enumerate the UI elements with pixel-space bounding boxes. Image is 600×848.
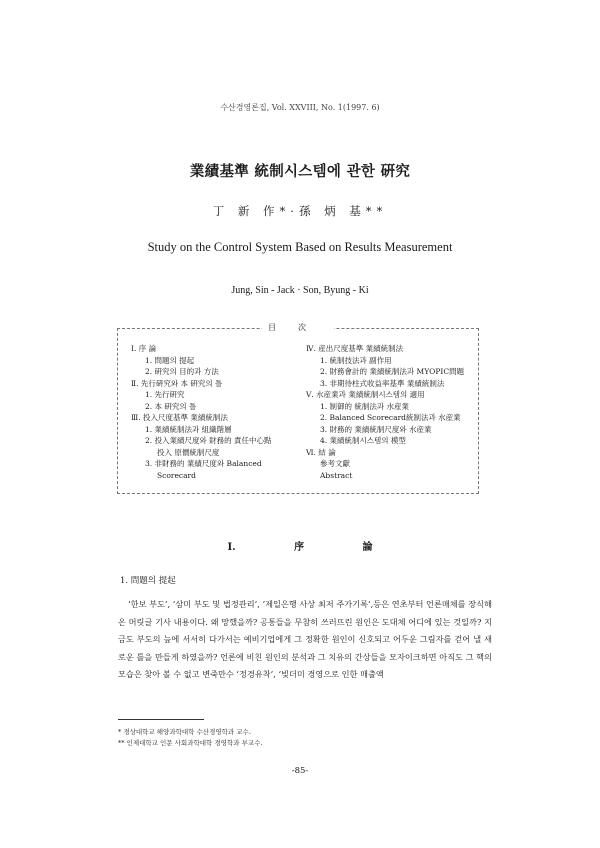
toc-title-text: 目次 xyxy=(262,323,334,332)
toc-entry: 3. 非財務的 業績尺度와 Balanced xyxy=(145,459,262,468)
toc-entry: Abstract xyxy=(320,470,353,480)
toc-entry: 2. Balanced Scorecard統制法과 水産業 xyxy=(320,413,461,422)
toc-entry: 3. 非期待柱式收益率基準 業績統制法 xyxy=(320,378,445,388)
footnote: ** 인제대학교 인문 사회과학대학 경영학과 부교수. xyxy=(118,739,263,747)
footnotes xyxy=(118,727,262,749)
toc-entry: Ⅳ. 産出尺度基準 業績統制法 xyxy=(306,344,404,353)
toc-entry: 1. 先行硏究 xyxy=(145,390,185,399)
section-heading: Ⅰ. 序 論 xyxy=(227,542,373,553)
toc-entry: 4. 業績統制시스템의 模型 xyxy=(320,436,406,445)
paper-title-english: Study on the Control System Based on Results Measurement xyxy=(147,240,453,254)
toc-entry: Ⅴ. 水産業과 業績統制시스템의 適用 xyxy=(306,390,425,399)
toc-entry: Ⅵ. 結 論 xyxy=(306,447,336,457)
toc-entry: 投入 原價統制尺度 xyxy=(157,447,220,457)
toc-entry: 2. 財務會計的 業績統制法과 MYOPIC問題 xyxy=(320,367,465,376)
body-text xyxy=(118,596,492,684)
table-of-contents xyxy=(117,323,479,494)
toc-entry: Scorecard xyxy=(157,470,196,480)
footnote-divider xyxy=(118,719,204,720)
toc-entry: 2. 本 硏究의 틀 xyxy=(145,401,197,411)
authors-korean: 丁 新 作*·孫 炳 基** xyxy=(212,204,388,218)
toc-entry: Ⅱ. 先行硏究와 本 硏究의 틀 xyxy=(131,378,223,388)
journal-citation: 수산경영론집, Vol. XXVIII, No. 1(1997. 6) xyxy=(220,103,380,112)
page-number: -85- xyxy=(291,766,309,776)
toc-entry: Ⅰ. 序 論 xyxy=(131,344,157,353)
authors-english: Jung, Sin - Jack · Son, Byung - Ki xyxy=(231,285,369,296)
toc-entry: 2. 硏究의 目的과 方法 xyxy=(145,367,219,376)
toc-entry: 參考文獻 xyxy=(320,459,350,468)
toc-entry: 1. 業績統制法과 組織階層 xyxy=(145,424,232,434)
toc-entry: 3. 財務的 業績統制尺度와 水産業 xyxy=(320,424,432,434)
paper-title-korean: 業績基準 統制시스템에 관한 硏究 xyxy=(189,163,411,180)
body-paragraph: ‘한보 부도’, ‘삼미 부도 및 법정관리’, ‘제일은행 사상 최저 주가기록’,등은 연초부터 언론매체를 장식해온 머릿글 기사 내용이다. 왜 망했을까? 공통들을 무참히 쓰러뜨린 원인은 도대체 어디에 있는 것일까? 지금도 부도의 늪에 서서히 다가서는 예비기업에게 그 정확한 원인이 신호되고 어두운 그림자를 걷어 낼 새로운 틀을 만들게 하였을까? 언론에 비친 원인의 분석과 그 치유의 간상들을 모자이크하면 아직도 그 핵의 모습은 찾아 볼 수 없고 변죽만수 ‘정경유착’, ‘빚더미 경영으로 인한 매출액 xyxy=(118,599,492,680)
toc-entry: 2. 投入業績尺度와 財務的 責任中心點 xyxy=(145,436,272,445)
toc-entry: 1. 制御的 統制法과 水産業 xyxy=(320,401,410,411)
toc-title xyxy=(118,322,478,333)
footnote: * 경상대학교 해양과학대학 수산경영학과 교수. xyxy=(118,728,251,736)
toc-left-column xyxy=(131,343,311,481)
toc-entry: 1. 問題의 提起 xyxy=(145,355,195,365)
toc-right-column xyxy=(306,343,476,481)
toc-entry: 1. 統制技法과 副作用 xyxy=(320,355,392,365)
toc-entry: Ⅲ. 投入尺度基準 業績統制法 xyxy=(131,413,228,422)
subsection-heading: 1. 問題의 提起 xyxy=(120,576,176,586)
